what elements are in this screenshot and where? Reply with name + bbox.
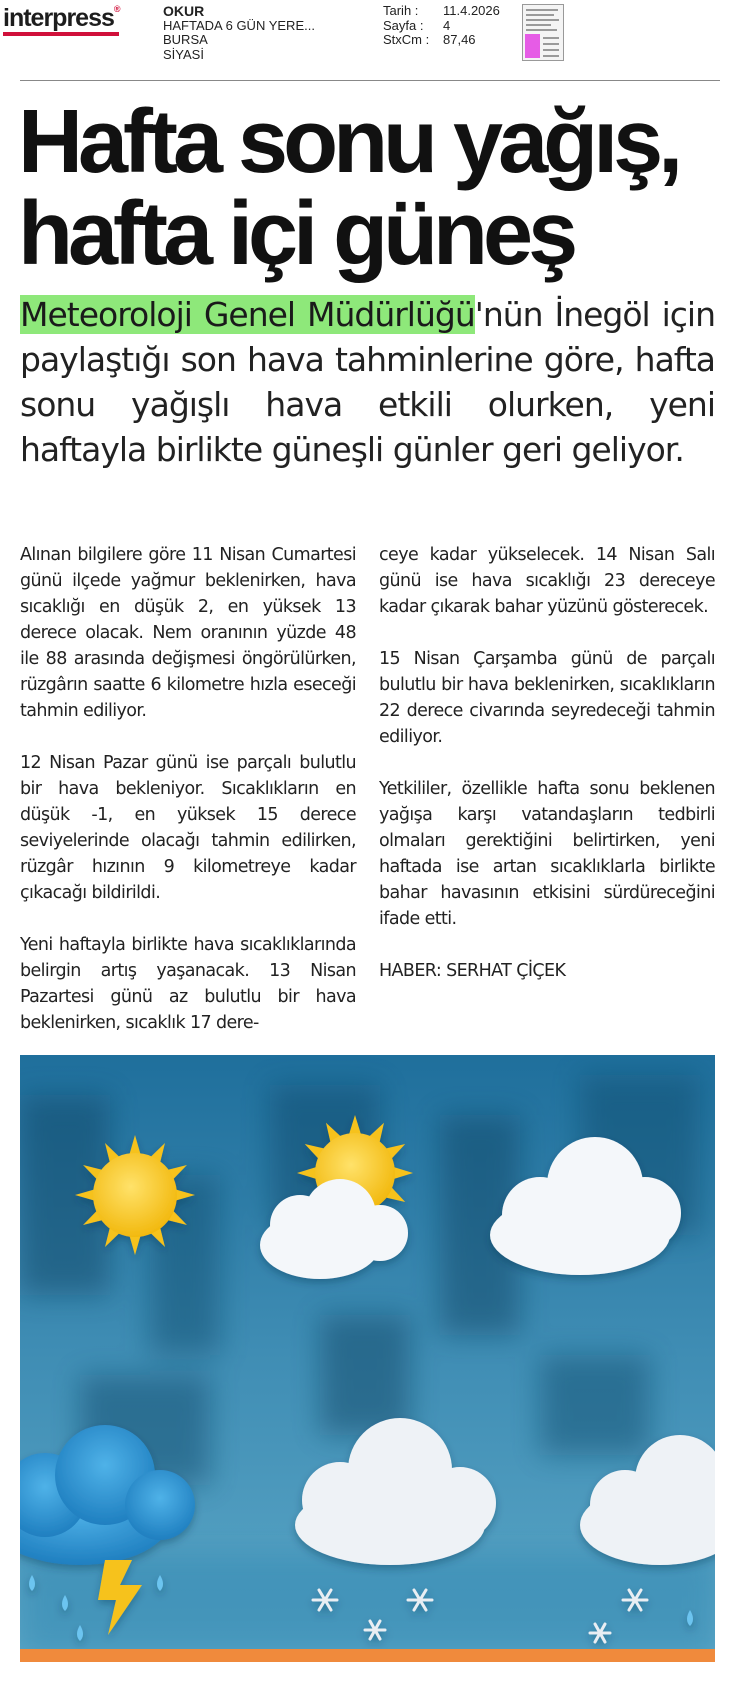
header-divider xyxy=(20,80,720,81)
meta-row-date: Tarih : 11.4.2026 xyxy=(383,3,500,18)
illustration-bottom-bar xyxy=(20,1649,715,1662)
publication-name: OKUR xyxy=(163,3,205,19)
clipping-headline: HAFTADA 6 GÜN YERE... xyxy=(163,17,315,33)
paragraph: Yeni haftayla birlikte hava sıcaklıklarında belirgin artış yaşanacak. 13 Nisan Pazartesi günü az bulutlu bir hava beklenirken, sıcaklık 17 dere- xyxy=(20,935,356,1033)
weather-illustration xyxy=(20,1055,715,1649)
clipping-meta xyxy=(383,4,500,48)
highlighted-organization: Meteoroloji Genel Müdürlüğü xyxy=(20,295,475,334)
paragraph: Alınan bilgilere göre 11 Nisan Cumartesi günü ilçede yağmur beklenirken, hava sıcaklığı en düşük 2, en yüksek 13 derece olacak. Nem oranının yüzde 48 ile 88 arasında değişmesi öngörülürken, rüzgârın saatte 6 kilometre hızla eseceği tahmin ediliyor. xyxy=(20,545,356,721)
clipping-section: SİYASİ xyxy=(163,46,204,62)
lead-text: 'nün İnegöl için paylaştığı son hava tahminlerine göre, hafta sonu yağışlı hava etkili olurken, yeni haftayla birlikte güneşli günler geri geliyor. xyxy=(20,295,716,469)
article-lead xyxy=(20,292,715,472)
paragraph: ceye kadar yükselecek. 14 Nisan Salı günü ise hava sıcaklığı 23 dereceye kadar çıkarak bahar yüzünü gösterecek. xyxy=(379,545,715,617)
clipping-info xyxy=(163,4,315,62)
meta-row-stxcm: StxCm : 87,46 xyxy=(383,32,476,47)
byline: HABER: SERHAT ÇİÇEK xyxy=(379,961,566,981)
clipping-city: BURSA xyxy=(163,32,208,47)
paragraph: 12 Nisan Pazar günü ise parçalı bulutlu bir hava bekleniyor. Sıcaklıkların en düşük -1, en yüksek 15 derece seviyelerinde olacağı tahmin edilirken, rüzgâr hızının 9 kilometreye kadar çıkacağı bildirildi. xyxy=(20,753,356,903)
paragraph: 15 Nisan Çarşamba günü de parçalı bulutlu bir hava beklenirken, sıcaklıkların 22 derece civarında seyredeceği tahmin ediliyor. xyxy=(379,649,715,747)
meta-page: 4 xyxy=(443,17,451,33)
paragraph: Yetkililer, özellikle hafta sonu beklenen yağışa karşı vatandaşların tedbirli olmaları gerektiğini belirtirken, yeni haftada ise artan sıcaklıklarla birlikte bahar havasının etkisini sürdüreceğini ifade etti. xyxy=(379,779,715,929)
meta-date: 11.4.2026 xyxy=(443,3,500,18)
article-headline xyxy=(18,92,730,284)
headline-line-2: hafta içi güneş xyxy=(18,184,574,284)
interpress-logo: interpress® xyxy=(3,4,120,32)
meta-row-page: Sayfa : 4 xyxy=(383,17,451,33)
article-column-right xyxy=(379,542,715,1010)
article-column-left xyxy=(20,542,356,1062)
headline-line-1: Hafta sonu yağış, xyxy=(18,92,679,192)
page-thumbnail[interactable] xyxy=(522,4,564,61)
logo-underline xyxy=(3,32,119,36)
meta-stxcm: 87,46 xyxy=(443,32,476,47)
